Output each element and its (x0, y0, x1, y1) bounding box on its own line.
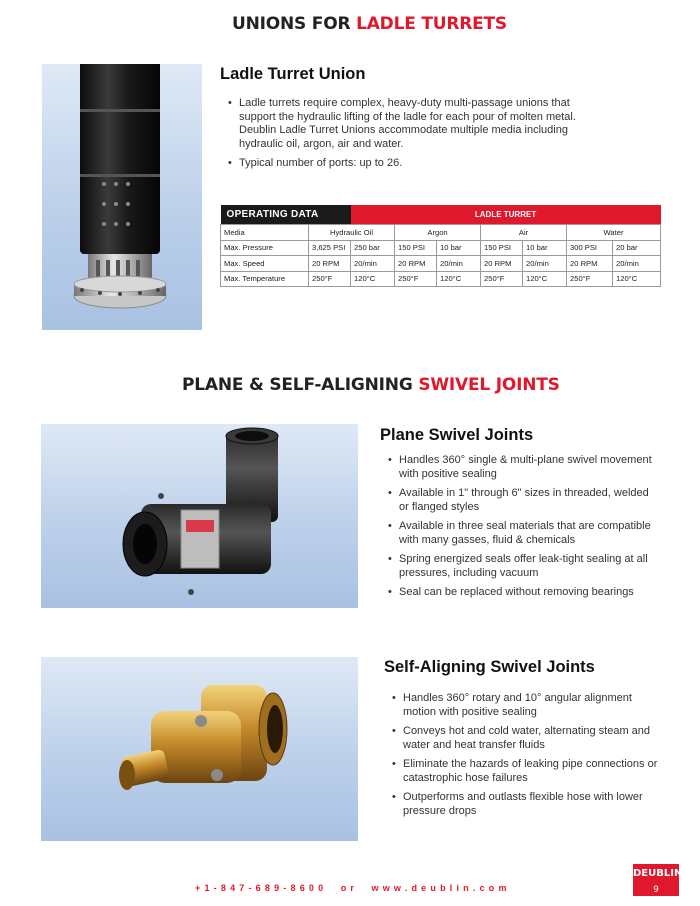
table-cell: 120°C (351, 271, 395, 287)
ladle-turret-union-photo (42, 64, 202, 330)
table-cell: 300 PSI (567, 240, 613, 256)
self-aligning-bullet-list (392, 692, 662, 824)
list-item: • Handles 360° single & multi-plane swivel movement with positive sealing (388, 454, 658, 481)
table-cell: 20 RPM (395, 256, 437, 272)
table-row (221, 271, 661, 287)
ladle-turret-union-image (42, 64, 202, 330)
table-cell: 150 PSI (481, 240, 523, 256)
media-label: Media (221, 225, 309, 241)
table-cell: 20/min (437, 256, 481, 272)
footer-contact: +1-847-689-8600 or www.deublin.com (195, 883, 511, 893)
page-number-badge (633, 884, 679, 896)
operating-data-header: OPERATING DATA (221, 205, 351, 225)
ladle-turret-union-title: Ladle Turret Union (220, 65, 366, 83)
table-cell: 10 bar (523, 240, 567, 256)
operating-data-table (220, 205, 661, 287)
list-item: • Handles 360° rotary and 10° angular alignment motion with positive sealing (392, 692, 662, 719)
table-cell: 250°F (309, 271, 351, 287)
self-aligning-swivel-joint-photo (41, 657, 358, 841)
list-item: • Available in 1" through 6" sizes in threaded, welded or flanged styles (388, 487, 658, 514)
table-cell: 20/min (613, 256, 661, 272)
table-cell: 250°F (481, 271, 523, 287)
plane-swivel-joint-image (41, 424, 358, 608)
table-row (221, 240, 661, 256)
media-air: Air (481, 225, 567, 241)
list-item: • Seal can be replaced without removing bearings (388, 586, 658, 600)
self-aligning-swivel-joint-image (41, 657, 358, 841)
table-cell: 120°C (437, 271, 481, 287)
section-title-ladle-turrets: UNIONS FOR LADLE TURRETS (232, 14, 507, 34)
table-cell: 250°F (567, 271, 613, 287)
table-cell: 20 RPM (481, 256, 523, 272)
table-cell: 3,625 PSI (309, 240, 351, 256)
page-number: 9 (653, 885, 659, 895)
table-cell: 250 bar (351, 240, 395, 256)
table-cell: 20 RPM (567, 256, 613, 272)
list-item: • Outperforms and outlasts flexible hose with lower pressure drops (392, 791, 662, 818)
table-cell: 250°F (395, 271, 437, 287)
list-item: • Typical number of ports: up to 26. (228, 157, 600, 171)
row-label: Max. Pressure (221, 240, 309, 256)
ladle-turret-header: LADLE TURRET (351, 205, 661, 225)
list-item: • Spring energized seals offer leak-tight sealing at all pressures, including vacuum (388, 553, 658, 580)
table-cell: 120°C (613, 271, 661, 287)
table-cell: 20 bar (613, 240, 661, 256)
plane-swivel-joint-photo (41, 424, 358, 608)
list-item: • Available in three seal materials that are compatible with many gasses, fluid & chemicals (388, 520, 658, 547)
plane-swivel-joints-title: Plane Swivel Joints (380, 426, 534, 444)
media-hydraulic-oil: Hydraulic Oil (309, 225, 395, 241)
media-water: Water (567, 225, 661, 241)
row-label: Max. Speed (221, 256, 309, 272)
table-cell: 20/min (523, 256, 567, 272)
table-cell: 20/min (351, 256, 395, 272)
self-aligning-swivel-joints-title: Self-Aligning Swivel Joints (384, 658, 595, 676)
table-cell: 20 RPM (309, 256, 351, 272)
plane-swivel-bullet-list (388, 454, 658, 606)
list-item: • Eliminate the hazards of leaking pipe connections or catastrophic hose failures (392, 758, 662, 785)
deublin-logo: DEUBLIN (633, 864, 679, 884)
ladle-turret-bullet-list (228, 97, 600, 177)
media-argon: Argon (395, 225, 481, 241)
list-item: • Conveys hot and cold water, alternating steam and water and heat transfer fluids (392, 725, 662, 752)
table-cell: 150 PSI (395, 240, 437, 256)
list-item: • Ladle turrets require complex, heavy-duty multi-passage unions that support the hydraulic lifting of the ladle for each pour of molten metal. Deublin Ladle Turret Unions accommodate multiple media including hydraulic oil, argon, air and water. (228, 97, 600, 151)
table-cell: 10 bar (437, 240, 481, 256)
section-title-swivel-joints: PLANE & SELF-ALIGNING SWIVEL JOINTS (182, 375, 560, 395)
table-cell: 120°C (523, 271, 567, 287)
row-label: Max. Temperature (221, 271, 309, 287)
table-row (221, 256, 661, 272)
